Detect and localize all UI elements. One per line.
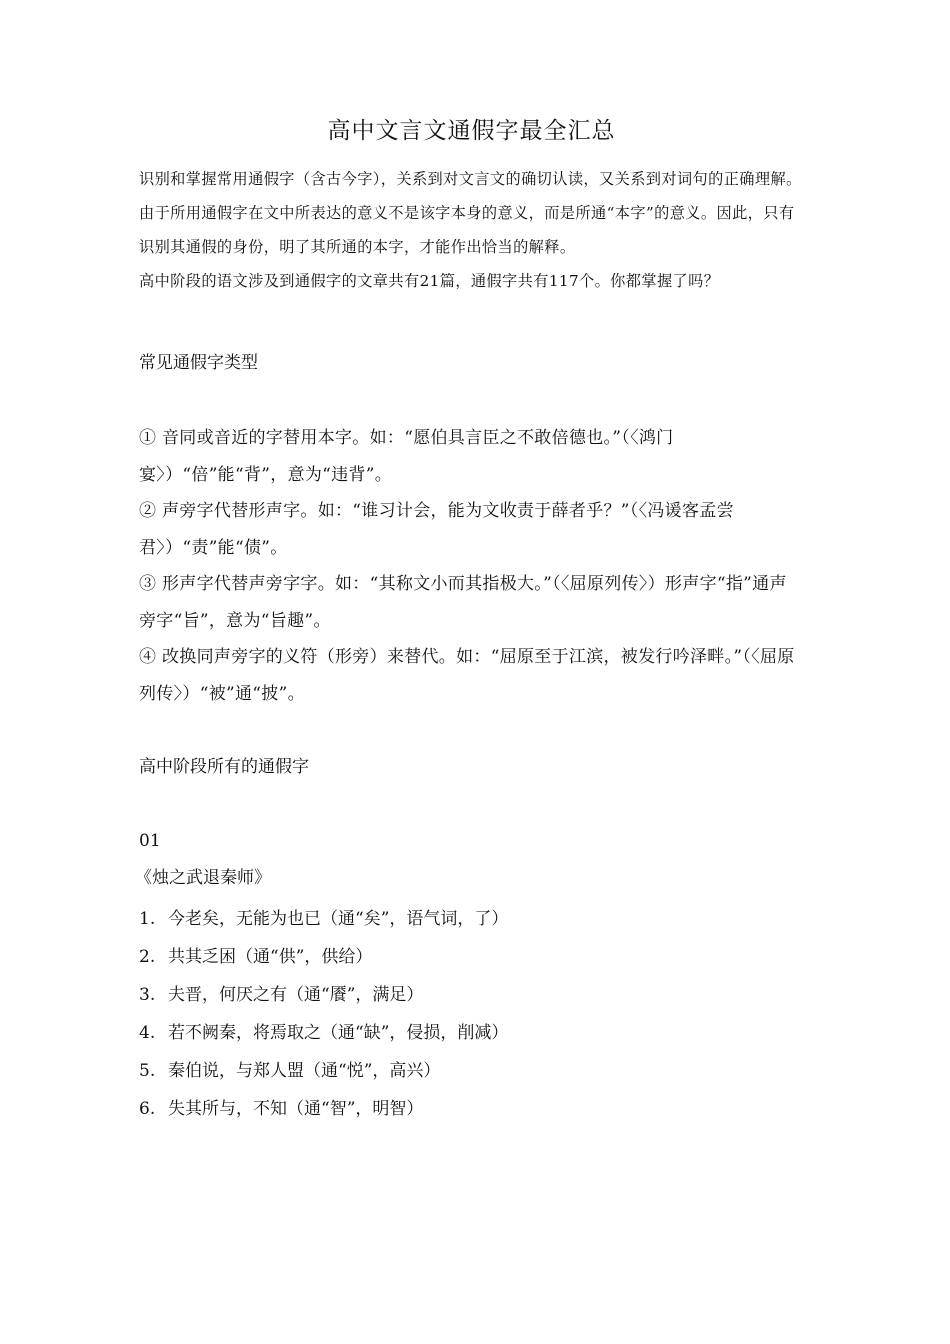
item-text: 夫晋，何厌之有（通“餍”，满足）	[168, 985, 424, 1005]
type-item: ① 音同或音近的字替用本字。如：“愿伯具言臣之不敢倍德也。”（〈鸿门宴〉）“倍”能“背”，意为“违背”。	[139, 428, 674, 485]
type-item: ② 声旁字代替形声字。如：“谁习计会，能为文收责于薛者乎？”（〈冯谖客孟尝君〉）“责”能“债”。	[139, 501, 734, 558]
intro-section	[139, 162, 804, 298]
type-item: ③ 形声字代替声旁字字。如：“其称文小而其指极大。”（〈屈原列传〉）形声字“指”通声旁字“旨”，意为“旨趣”。	[139, 574, 787, 631]
intro-paragraph: 识别和掌握常用通假字（含古今字），关系到对文言文的确切认读，又关系到对词句的正确理解。由于所用通假字在文中所表达的意义不是该字本身的意义，而是所通“本字”的意义。因此，只有识别其通假的身份，明了其所通的本字，才能作出恰当的解释。	[139, 170, 802, 256]
item-text: 共其乏困（通“供”，供给）	[168, 947, 373, 967]
item-number: 1.	[139, 909, 156, 929]
list-item	[139, 1014, 804, 1052]
block-number: 01	[139, 831, 161, 851]
item-text: 秦伯说，与郑人盟（通“悦”，高兴）	[168, 1061, 441, 1081]
item-number: 5.	[139, 1061, 156, 1081]
item-number: 3.	[139, 985, 156, 1005]
all-heading: 高中阶段所有的通假字	[139, 757, 309, 777]
document-title: 高中文言文通假字最全汇总	[327, 118, 616, 144]
list-item	[139, 976, 804, 1014]
item-text: 若不阙秦，将焉取之（通“缺”，侵损，削减）	[168, 1023, 509, 1043]
types-list	[139, 420, 804, 712]
type-item: ④ 改换同声旁字的义符（形旁）来替代。如：“屈原至于江滨，被发行吟泽畔。”（〈屈原列传〉）“被”通“披”。	[139, 647, 795, 704]
item-number: 2.	[139, 947, 156, 967]
item-number: 4.	[139, 1023, 156, 1043]
intro-paragraph: 高中阶段的语文涉及到通假字的文章共有21篇，通假字共有117个。你都掌握了吗？	[139, 272, 720, 290]
book-title: 《烛之武退秦师》	[135, 868, 271, 888]
list-item	[139, 1090, 804, 1128]
item-list	[139, 900, 804, 1128]
list-item	[139, 1052, 804, 1090]
item-number: 6.	[139, 1099, 156, 1119]
list-item	[139, 938, 804, 976]
item-text: 今老矣，无能为也已（通“矣”，语气词，了）	[168, 909, 509, 929]
list-item	[139, 900, 804, 938]
types-heading: 常见通假字类型	[139, 353, 258, 373]
item-text: 失其所与，不知（通“智”，明智）	[168, 1099, 424, 1119]
